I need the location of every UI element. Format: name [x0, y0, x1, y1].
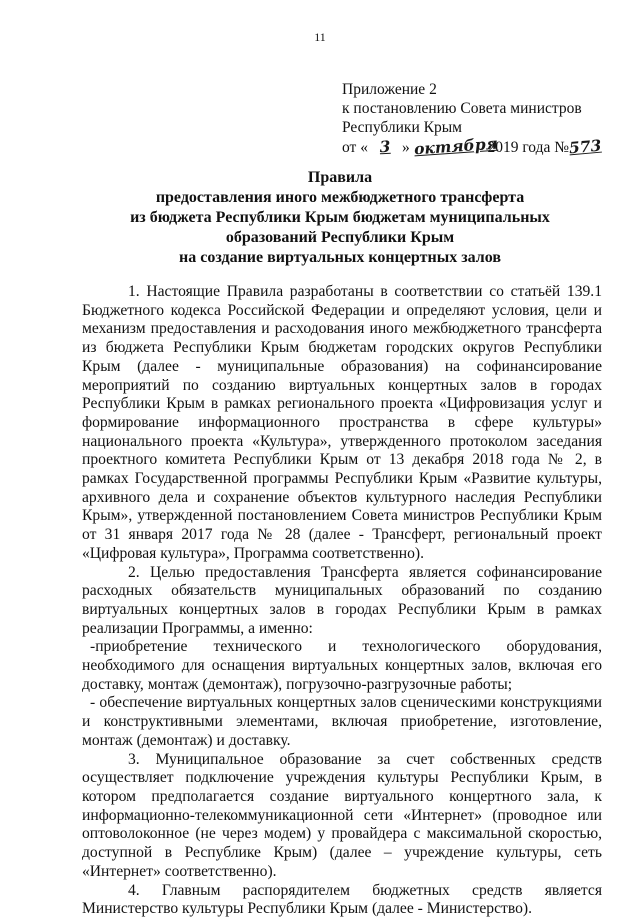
- date-mid: »: [401, 139, 410, 156]
- title-line-5: на создание виртуальных концертных залов: [179, 249, 501, 266]
- appendix-line-2: к постановлению Совета министров: [342, 100, 582, 117]
- handwritten-number: 573: [568, 135, 603, 158]
- paragraph-2: 2. Целью предоставления Трансферта является софинансирование расходных обязательств муниципальных образований по созданию виртуальных концертных залов в городах Республики Крым в рамках реализации Программы, а именно:: [82, 563, 602, 637]
- appendix-date-line: [342, 133, 622, 159]
- title-line-2: предоставления иного межбюджетного трансферта: [155, 189, 525, 206]
- appendix-line-3: Республики Крым: [342, 119, 462, 136]
- document-body: [82, 283, 602, 919]
- appendix-line-1: Приложение 2: [342, 81, 437, 98]
- appendix-header: [342, 80, 622, 157]
- page-number: 11: [314, 30, 326, 44]
- paragraph-1: 1. Настоящие Правила разработаны в соответствии со статьёй 139.1 Бюджетного кодекса Российской Федерации и определяют условия, цели и механизм предоставления и расходования иного межбюджетного трансферта из бюджета Республики Крым бюджетам городских округов Республики Крым (далее - муниципальные образования) на софинансирование мероприятий по созданию виртуальных концертных залов в городах Республики Крым в рамках регионального проекта «Цифровизация услуг и формирование информационного пространства в сфере культуры» национального проекта «Культура», утвержденного протоколом заседания проектного комитета Республики Крым от 13 декабря 2018 года № 2, в рамках Государственной программы Республики Крым «Развитие культуры, архивного дела и сохранение объектов культурного наследия Республики Крым», утвержденной постановлением Совета министров Республики Крым от 31 января 2017 года № 28 (далее - Трансферт, региональный проект «Цифровая культура», Программа соответственно).: [82, 283, 602, 562]
- paragraph-2-item-2: - обеспечение виртуальных концертных залов сценическими конструкциями и конструктивными элементами, включая приобретение, изготовление, монтаж (демонтаж) и доставку.: [82, 694, 602, 749]
- title-line-4: образований Республики Крым: [225, 229, 455, 246]
- number-prefix: №: [554, 139, 570, 156]
- handwritten-day: 3: [379, 136, 391, 157]
- date-year: 2019 года: [487, 139, 551, 156]
- handwritten-month: октября: [413, 133, 499, 159]
- title-line-1: Правила: [307, 169, 373, 186]
- paragraph-2-item-1: -приобретение технического и технологического оборудования, необходимого для оснащения виртуальных концертных залов, включая его доставку, монтаж (демонтаж), погрузочно-разгрузочные работы;: [82, 638, 602, 693]
- document-title: [60, 168, 620, 268]
- paragraph-4: 4. Главным распорядителем бюджетных средств является Министерство культуры Республики Крым (далее - Министерство).: [82, 881, 602, 918]
- title-line-3: из бюджета Республики Крым бюджетам муниципальных: [130, 209, 550, 226]
- paragraph-3: 3. Муниципальное образование за счет собственных средств осуществляет подключение учреждения культуры Республики Крым, в котором предполагается создание виртуального концертного зала, к информационно-телекоммуникационной сети «Интернет» (проводное или оптоволоконное (не через модем) у провайдера с максимальной скоростью, доступной в Республике Крым) (далее – учреждение культуры, сеть «Интернет» соответственно).: [82, 750, 602, 880]
- date-prefix: от «: [342, 139, 368, 156]
